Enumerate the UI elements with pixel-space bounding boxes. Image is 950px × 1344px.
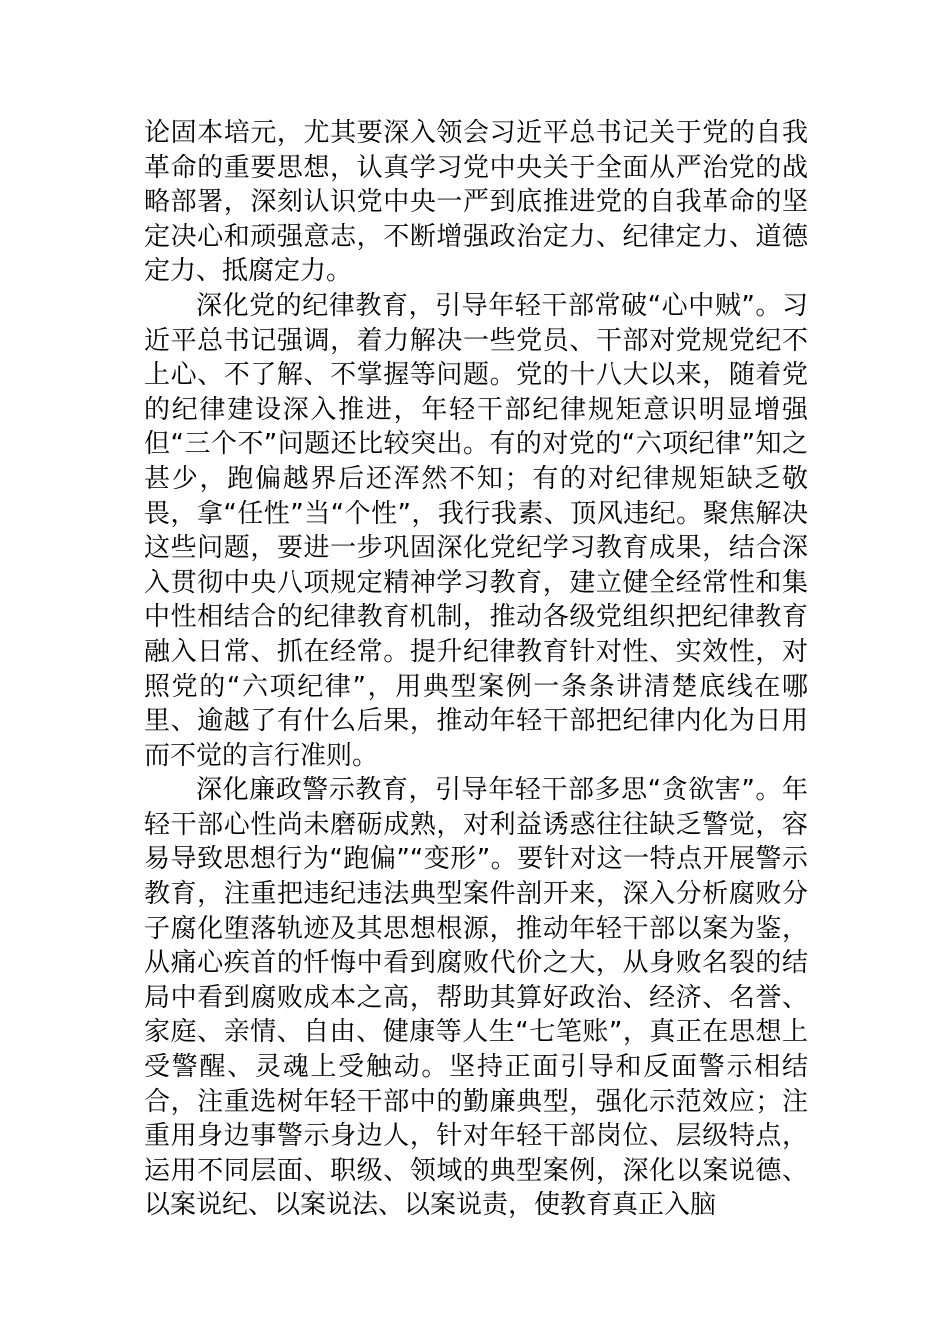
document-body	[144, 116, 808, 1223]
paragraph-2: 深化党的纪律教育，引导年轻干部常破“心中贼”。习近平总书记强调，着力解决一些党员、干部对党规党纪不上心、不了解、不掌握等问题。党的十八大以来，随着党的纪律建设深入推进，年轻干部纪律规矩意识明显增强但“三个不”问题还比较突出。有的对党的“六项纪律”知之甚少，跑偏越界后还浑然不知；有的对纪律规矩缺乏敬畏，拿“任性”当“个性”，我行我素、顶风违纪。聚焦解决这些问题，要进一步巩固深化党纪学习教育成果，结合深入贯彻中央八项规定精神学习教育，建立健全经常性和集中性相结合的纪律教育机制，推动各级党组织把纪律教育融入日常、抓在经常。提升纪律教育针对性、实效性，对照党的“六项纪律”，用典型案例一条条讲清楚底线在哪里、逾越了有什么后果，推动年轻干部把纪律内化为日用而不觉的言行准则。	[144, 290, 808, 771]
paragraph-1: 论固本培元，尤其要深入领会习近平总书记关于党的自我革命的重要思想，认真学习党中央关于全面从严治党的战略部署，深刻认识党中央一严到底推进党的自我革命的坚定决心和顽强意志，不断增强政治定力、纪律定力、道德定力、抵腐定力。	[144, 118, 808, 287]
paragraph-3: 深化廉政警示教育，引导年轻干部多思“贪欲害”。年轻干部心性尚未磨砺成熟，对利益诱惑往往缺乏警觉，容易导致思想行为“跑偏”“变形”。要针对这一特点开展警示教育，注重把违纪违法典型案件剖开来，深入分析腐败分子腐化堕落轨迹及其思想根源，推动年轻干部以案为鉴，从痛心疾首的忏悔中看到腐败代价之大，从身败名裂的结局中看到腐败成本之高，帮助其算好政治、经济、名誉、家庭、亲情、自由、健康等人生“七笔账”，真正在思想上受警醒、灵魂上受触动。坚持正面引导和反面警示相结合，注重选树年轻干部中的勤廉典型，强化示范效应；注重用身边事警示身边人，针对年轻干部岗位、层级特点，运用不同层面、职级、领域的典型案例，深化以案说德、以案说纪、以案说法、以案说责，使教育真正入脑	[144, 775, 808, 1221]
